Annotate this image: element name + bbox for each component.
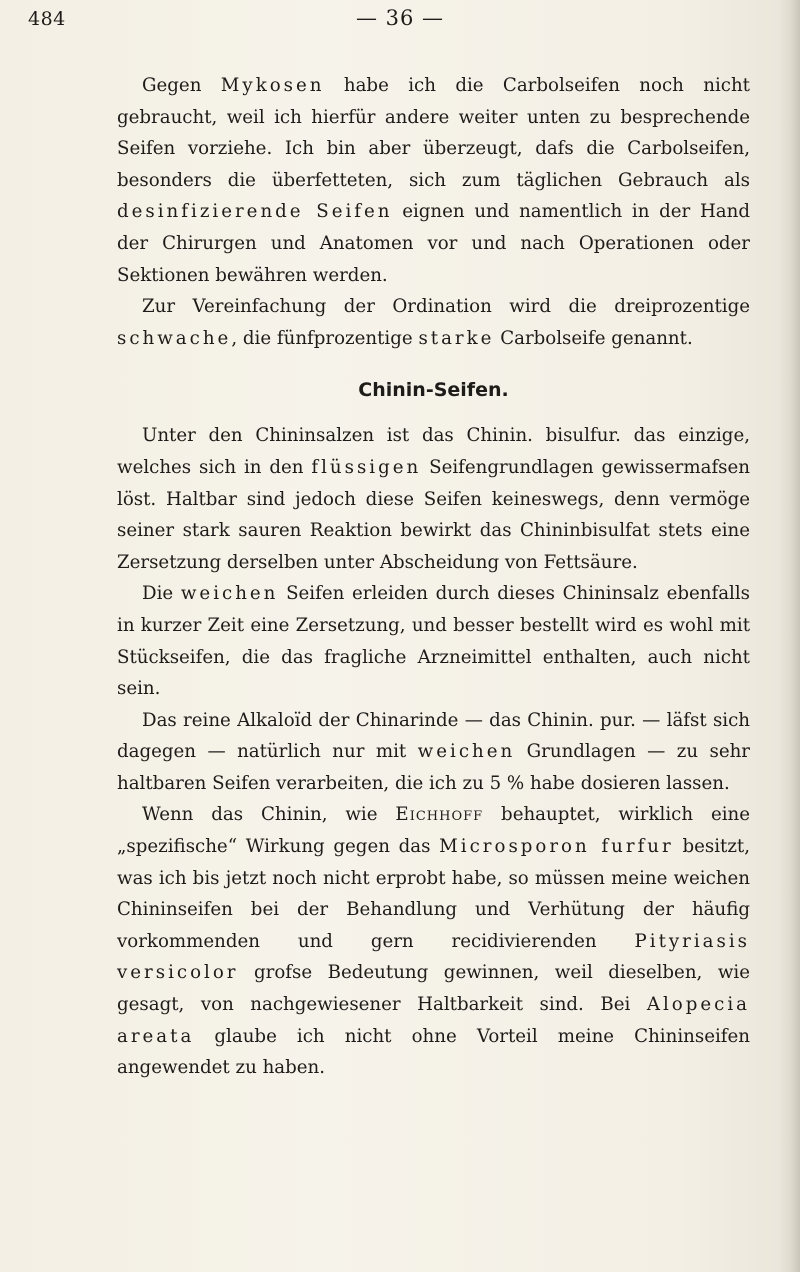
text-run: habe ich die Carbolseifen noch nicht gebraucht, weil ich hierfür andere weiter unten zu besprechende Seifen vorziehe. Ich bin aber überzeugt, dafs die Carbolseifen, besonders die überfetteten, sich zum täglichen Gebrauch als [117,75,750,191]
paragraph-ordination [117,291,750,354]
text-run: Carbolseife genannt. [494,327,693,349]
text-run: Grundlagen — zu sehr haltbaren Seifen verarbeiten, die ich zu 5 % [117,741,750,794]
paragraph-weiche-seifen [117,578,750,704]
emphasis-run: starke [418,327,495,349]
text-run: besitzt, was ich bis jetzt noch nicht erprobt habe, so müssen meine weichen Chininseifen bei der Behandlung und Verhütung der häufig vorkommenden und gern recidivierenden [117,836,750,952]
author-name: Eichhoff [395,804,484,826]
emphasis-run: Microsporon furfur [439,836,674,858]
text-run: Unter den Chininsalzen ist das Chinin. bisulfur. das einzige, welches sich in den [117,425,750,478]
emphasis-run: schwache [117,327,232,349]
text-run: Seifen erleiden durch dieses Chininsalz ebenfalls in kurzer Zeit eine Zersetzung, und besser bestellt wird es wohl mit Stückseifen, die das fragliche Arzneimittel enthalten, auch nicht sein. [117,583,751,700]
text-run: grofse Bedeutung gewinnen, weil dieselben, wie gesagt, von nachgewiesener Haltbarkeit sind. Bei [117,962,750,1016]
paragraph-chininsalze [117,420,750,578]
emphasis-run: weichen [180,583,279,605]
text-run: Zur Vereinfachung der Ordination wird die dreiprozentige [142,296,750,318]
page-edge-shadow [778,0,800,1272]
section-heading: Chinin-Seifen. [358,379,509,402]
emphasis-run: desinfizierende Seifen [117,201,393,223]
page-number-header: — 36 — [355,6,445,30]
emphasis-run: Alopecia areata [117,994,750,1047]
emphasis-run: Pityriasis versicolor [117,930,750,984]
emphasis-run: weichen [417,741,516,763]
paragraph-mykosen [117,70,750,291]
emphasis-run: Mykosen [220,75,325,96]
text-run: , die fünfprozentige [231,327,419,349]
text-run: Das reine Alkaloïd der Chinarinde — das Chinin. pur. — läfst sich dagegen — natürlich nur mit [117,709,750,763]
paragraph-eichhoff [117,799,750,1083]
text-run: Die [142,583,181,605]
body-text [117,70,750,1084]
text-run: Wenn das Chinin, wie [142,804,396,826]
text-run: glaube ich nicht ohne Vorteil meine Chininseifen angewendet zu haben. [117,1025,750,1079]
page-marker: 484 [28,8,66,30]
text-run: habe dosieren lassen. [524,772,730,794]
text-run: Gegen [142,75,221,96]
paragraph-alkaloid [117,705,750,800]
text-run: behauptet, wirklich eine „spezifische“ Wirkung gegen das [117,804,751,858]
text-run: eignen und namentlich in der Hand der Chirurgen und Anatomen vor und nach Operationen oder Sektionen bewähren werden. [117,201,751,286]
emphasis-run: flüssigen [311,456,422,478]
text-run: Seifengrundlagen gewissermafsen löst. Haltbar sind jedoch diese Seifen keineswegs, denn vermöge seiner stark sauren Reaktion bewirkt das Chininbisulfat stets eine Zersetzung derselben unter Abscheidung von Fettsäure. [117,456,750,573]
